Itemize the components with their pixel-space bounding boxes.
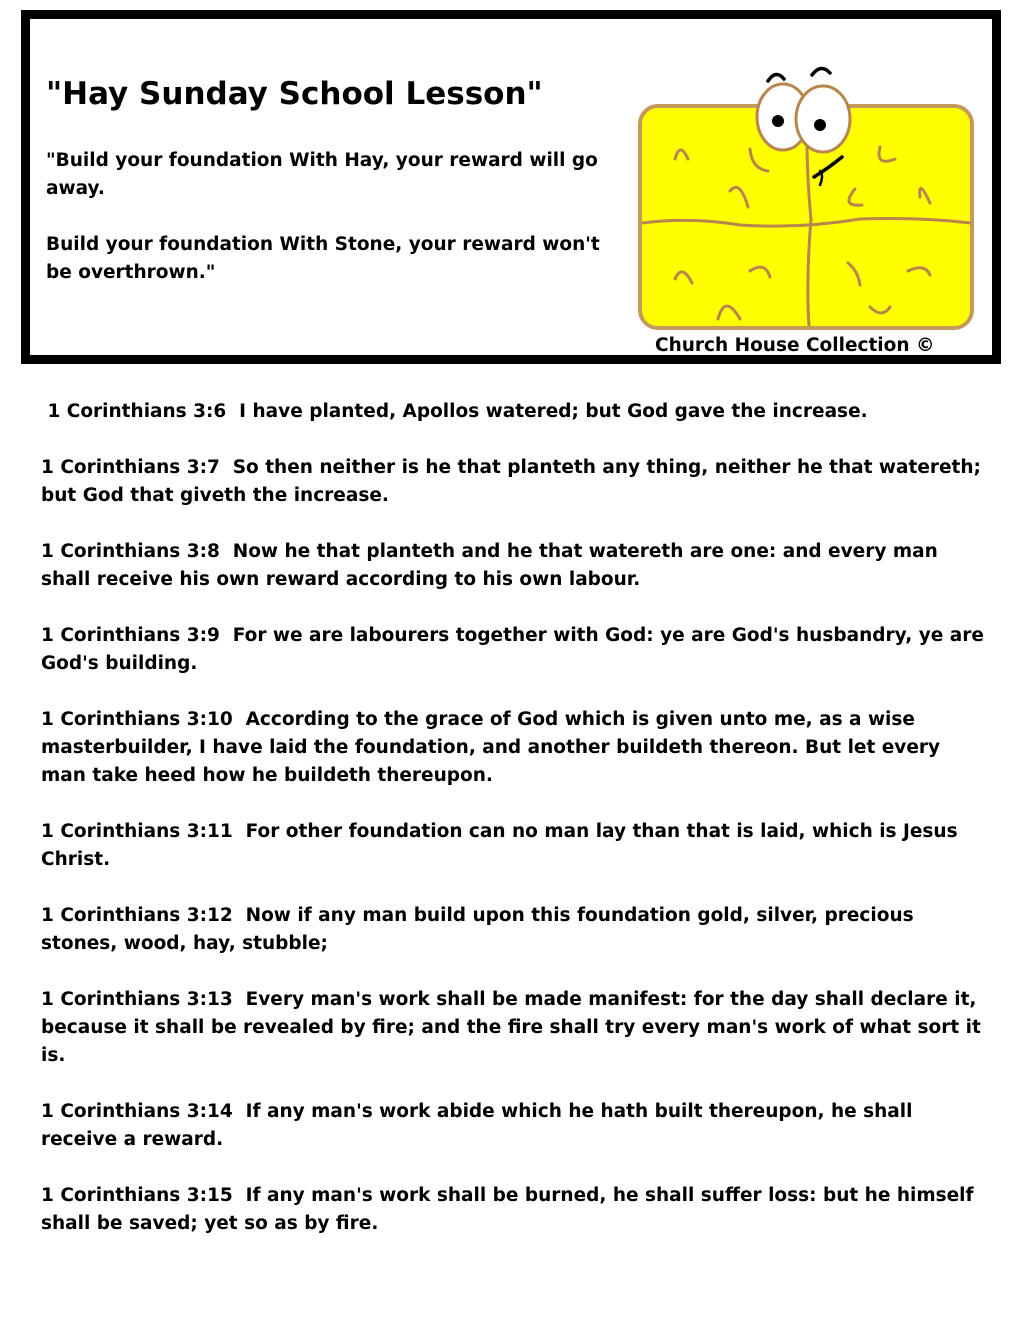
verse-text: According to the grace of God which is given unto me, as a wise masterbuilder, I have laid the foundation, and another buildeth thereon. But let every man take heed how he buildeth thereupon. (41, 709, 941, 786)
verse-text: For other foundation can no man lay than that is laid, which is Jesus Christ. (41, 821, 958, 870)
verse-item (41, 1182, 991, 1238)
verse-reference: 1 Corinthians 3:11 (41, 821, 233, 842)
verse-text: Now if any man build upon this foundation gold, silver, precious stones, wood, hay, stubble; (41, 905, 914, 954)
quote-line-hay: "Build your foundation With Hay, your reward will go away. (46, 150, 598, 199)
verse-item (41, 706, 991, 790)
verse-reference: 1 Corinthians 3:14 (41, 1101, 233, 1122)
quote-line-stone: Build your foundation With Stone, your reward won't be overthrown." (46, 234, 600, 283)
verse-list (41, 398, 991, 1266)
verse-text: If any man's work abide which he hath built thereupon, he shall receive a reward. (41, 1101, 913, 1150)
verse-text: Every man's work shall be made manifest: for the day shall declare it, because it shall be revealed by fire; and the fire shall try every man's work of what sort it is. (41, 989, 981, 1066)
verse-item (41, 622, 991, 678)
verse-reference: 1 Corinthians 3:9 (41, 625, 220, 646)
verse-item (41, 398, 991, 426)
verse-reference: 1 Corinthians 3:13 (41, 989, 233, 1010)
verse-text: I have planted, Apollos watered; but God gave the increase. (239, 401, 868, 422)
verse-item (41, 902, 991, 958)
verse-text: So then neither is he that planteth any thing, neither he that watereth; but God that giveth the increase. (41, 457, 981, 506)
verse-reference: 1 Corinthians 3:12 (41, 905, 233, 926)
verse-item (41, 538, 991, 594)
verse-text: If any man's work shall be burned, he shall suffer loss: but he himself shall be saved; yet so as by fire. (41, 1185, 974, 1234)
verse-reference: 1 Corinthians 3:10 (41, 709, 233, 730)
verse-item (41, 454, 991, 510)
verse-text: Now he that planteth and he that watereth are one: and every man shall receive his own reward according to his own labour. (41, 541, 938, 590)
verse-text: For we are labourers together with God: ye are God's husbandry, ye are God's building. (41, 625, 984, 674)
copyright-notice: Church House Collection © (655, 335, 935, 356)
verse-reference: 1 Corinthians 3:15 (41, 1185, 233, 1206)
verse-item (41, 986, 991, 1070)
verse-reference: 1 Corinthians 3:6 (41, 401, 227, 422)
verse-reference: 1 Corinthians 3:7 (41, 457, 220, 478)
verse-item (41, 818, 991, 874)
hay-bale-character-icon (630, 49, 980, 339)
verse-item (41, 1098, 991, 1154)
lesson-header-box (21, 10, 1001, 364)
verse-reference: 1 Corinthians 3:8 (41, 541, 220, 562)
page-title: "Hay Sunday School Lesson" (46, 76, 543, 112)
